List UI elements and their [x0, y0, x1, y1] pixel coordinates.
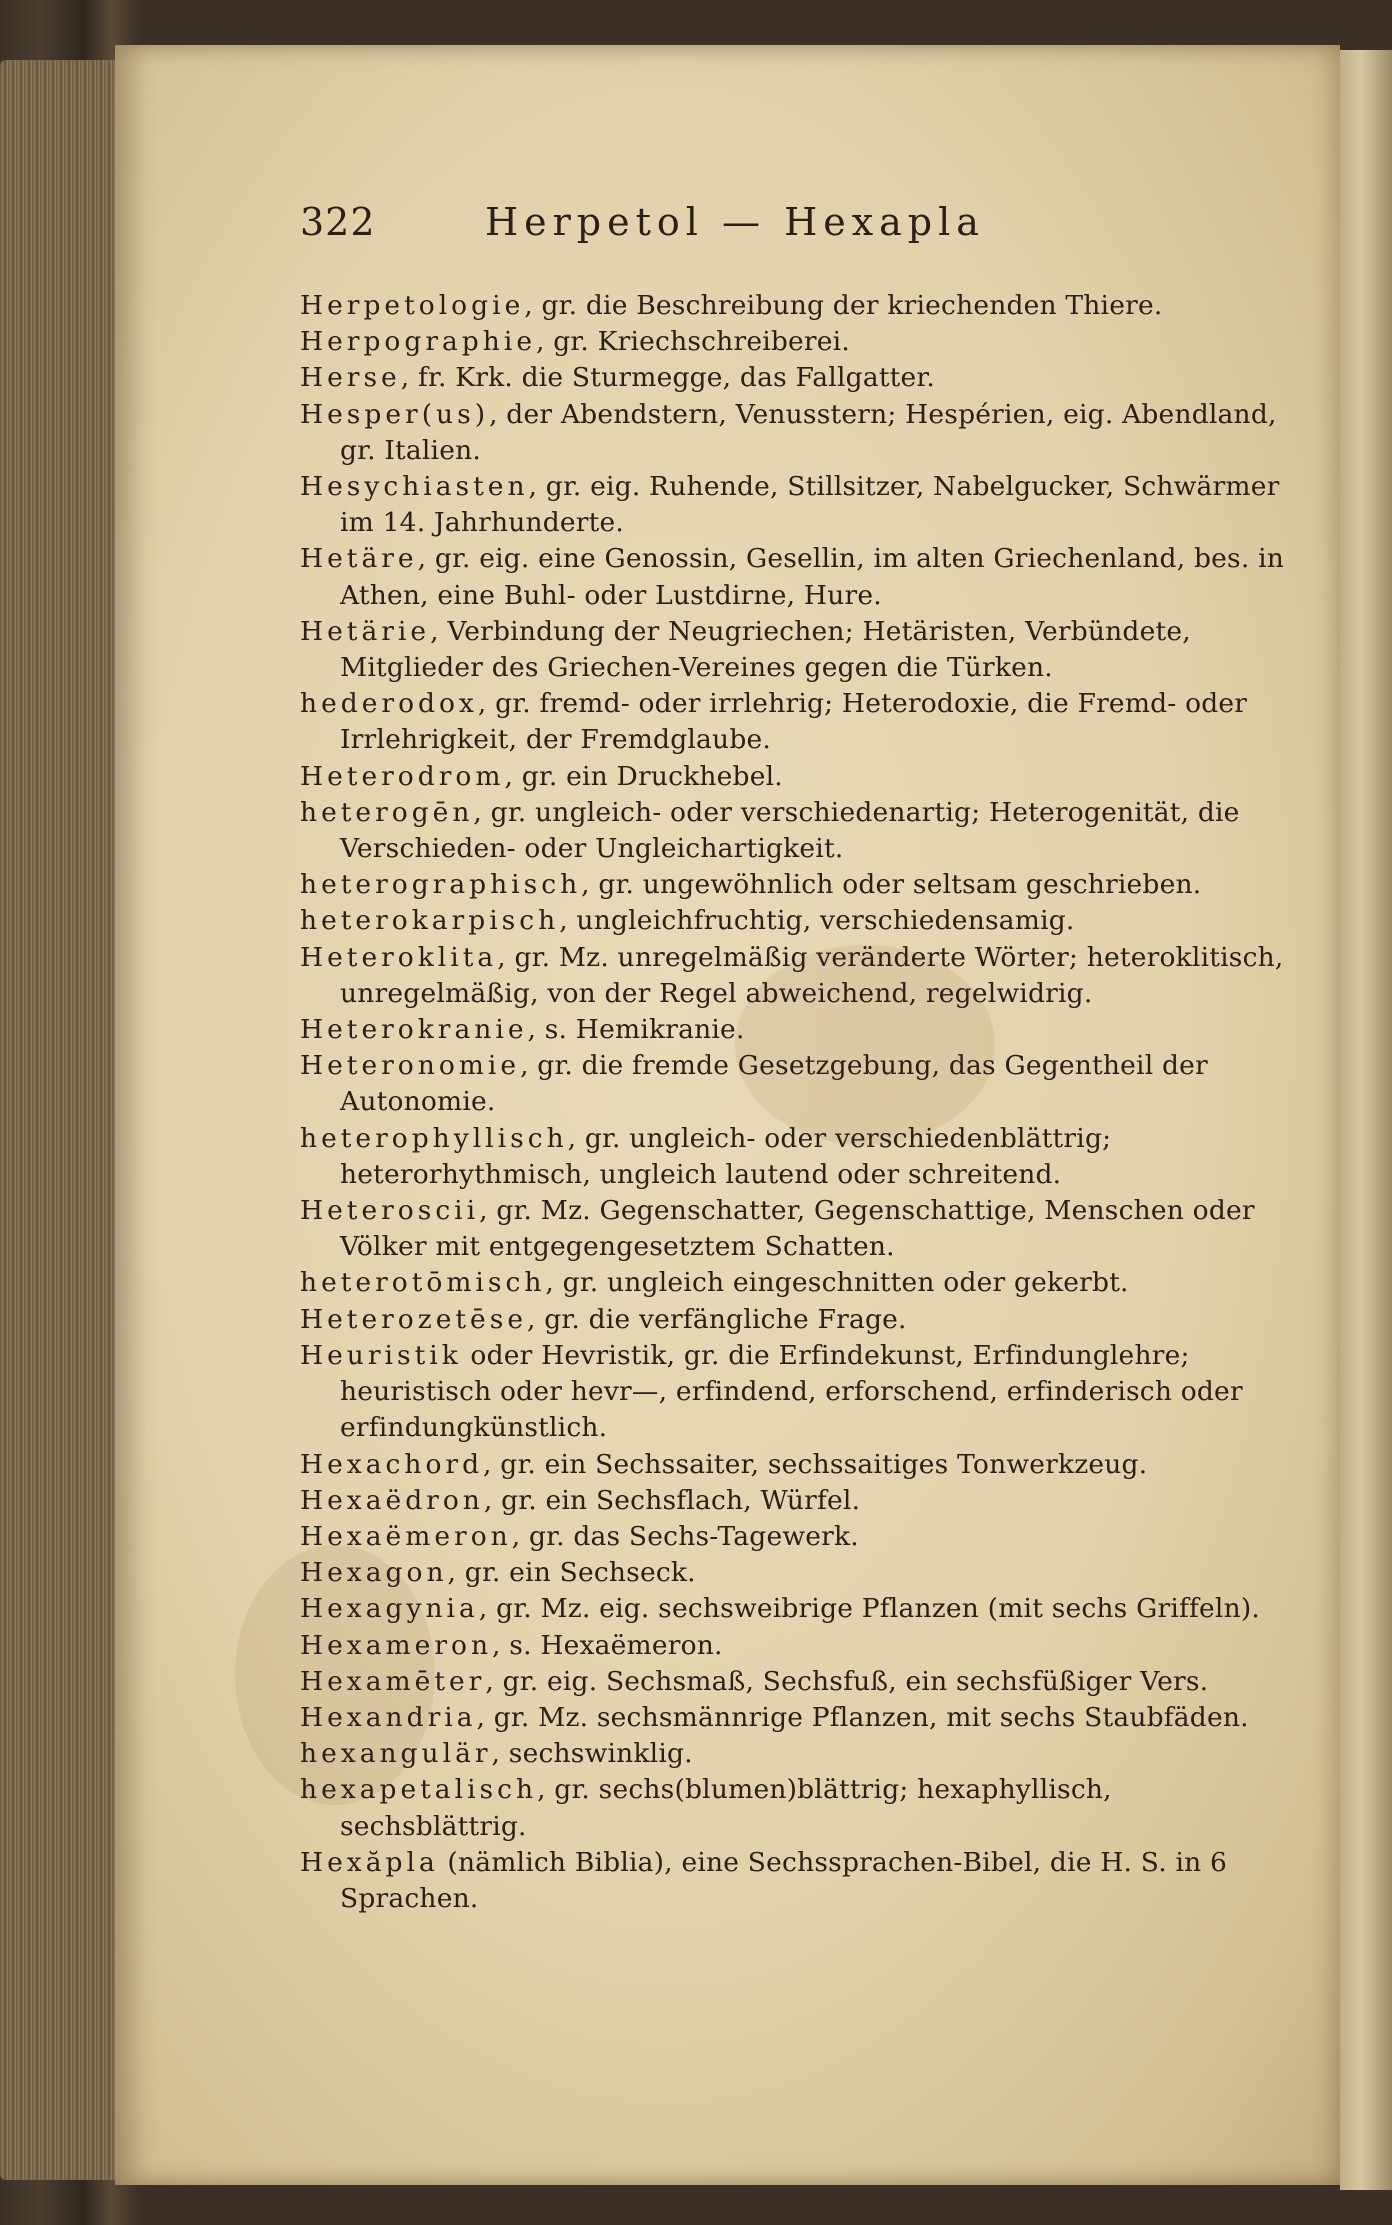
entry-definition: , gr. die fremde Gesetzgebung, das Gegentheil der Autonomie.: [340, 1050, 1208, 1118]
page-number: 322: [300, 200, 376, 244]
entry-definition: , gr. ungleich eingeschnitten oder gekerbt.: [545, 1267, 1129, 1299]
dictionary-entry: [300, 1193, 1290, 1265]
dictionary-entry: [300, 1519, 1290, 1555]
dictionary-entry: [300, 541, 1290, 613]
dictionary-entry: [300, 469, 1290, 541]
entry-definition: , sechswinklig.: [491, 1738, 693, 1770]
entry-headword: Heteroklita: [300, 941, 498, 973]
dictionary-entry: [300, 1772, 1290, 1844]
entry-definition: , gr. ungleich- oder verschiedenblättrig; heterorhythmisch, ungleich lautend oder schreitend.: [340, 1122, 1112, 1190]
entry-definition: , gr. das Sechs-Tagewerk.: [511, 1520, 859, 1552]
entry-definition: , Verbindung der Neugriechen; Hetäristen, Verbündete, Mitglieder des Griechen-Vereines gegen die Türken.: [340, 615, 1191, 684]
entry-headword: heterogēn: [300, 796, 474, 828]
entry-headword: Herpetologie: [300, 290, 525, 321]
entry-headword: Hexameron: [300, 1629, 493, 1661]
entry-definition: , gr. die Beschreibung der kriechenden Thiere.: [524, 290, 1163, 321]
entry-definition: , gr. Mz. eig. sechsweibrige Pflanzen (mit sechs Griffeln).: [478, 1593, 1261, 1625]
entry-definition: , gr. ungewöhnlich oder seltsam geschrieben.: [581, 869, 1202, 901]
entry-headword: Heuristik: [300, 1339, 462, 1371]
dictionary-entry: [300, 1628, 1290, 1664]
dictionary-entry: [300, 1591, 1290, 1627]
entry-headword: Heteroscii: [300, 1195, 480, 1227]
entry-headword: Hexandria: [300, 1701, 477, 1733]
entry-headword: hexangulär: [300, 1738, 492, 1770]
dictionary-entry: [300, 324, 1290, 360]
entry-definition: oder Hevristik, gr. die Erfindekunst, Erfindunglehre; heuristisch oder hevr—, erfindend, erforschend, erfinderisch oder erfindungkünstlich.: [340, 1339, 1243, 1444]
entry-definition: , gr. fremd- oder irrlehrig; Heterodoxie, die Fremd- oder Irrlehrigkeit, der Fremdglaube.: [340, 688, 1248, 756]
entry-definition: , gr. Mz. unregelmäßig veränderte Wörter; heteroklitisch, unregelmäßig, von der Regel abweichend, regelwidrig.: [340, 941, 1284, 1009]
entry-definition: , gr. Mz. sechsmännrige Pflanzen, mit sechs Staubfäden.: [476, 1701, 1249, 1733]
page-header: [300, 200, 1050, 270]
dictionary-entry: [300, 1736, 1290, 1772]
dictionary-entry: [300, 759, 1290, 795]
dictionary-entry: [300, 1447, 1290, 1483]
entry-headword: Hesper(us): [300, 398, 490, 430]
entry-definition: , gr. ein Sechssaiter, sechssaitiges Tonwerkzeug.: [483, 1448, 1148, 1480]
dictionary-entry: [300, 1338, 1290, 1447]
entry-headword: Hetärie: [300, 615, 431, 647]
entry-definition: , s. Hemikranie.: [527, 1014, 745, 1046]
entry-definition: , fr. Krk. die Sturmegge, das Fallgatter.: [400, 362, 935, 394]
entry-headword: Herse: [300, 362, 401, 394]
dictionary-entry: [300, 1121, 1290, 1193]
entry-headword: Hesychiasten: [300, 471, 529, 503]
entry-definition: , gr. ungleich- oder verschiedenartig; Heterogenität, die Verschieden- oder Ungleichartigkeit.: [340, 796, 1240, 865]
entry-definition: , gr. eig. Sechsmaß, Sechsfuß, ein sechsfüßiger Vers.: [485, 1665, 1209, 1697]
dictionary-entry: [300, 1555, 1290, 1591]
dictionary-entry: [300, 360, 1290, 396]
page-content: [300, 200, 1290, 1917]
entry-definition: , gr. ein Druckhebel.: [504, 760, 783, 792]
entry-definition: , gr. Mz. Gegenschatter, Gegenschattige, Menschen oder Völker mit entgegengesetztem Schatten.: [340, 1195, 1255, 1263]
entry-headword: Heterokranie: [300, 1014, 528, 1046]
entry-headword: Hexaëmeron: [300, 1520, 512, 1552]
dictionary-entry: [300, 940, 1290, 1012]
dictionary-entry: [300, 903, 1290, 939]
dictionary-entries: [300, 288, 1290, 1917]
entry-headword: hexapetalisch: [300, 1774, 538, 1806]
dictionary-entry: [300, 397, 1290, 469]
dictionary-entry: [300, 686, 1290, 758]
dictionary-entry: [300, 1302, 1290, 1338]
entry-headword: Hexachord: [300, 1448, 484, 1480]
dictionary-entry: [300, 795, 1290, 867]
entry-headword: Heterozetēse: [300, 1303, 528, 1335]
entry-headword: Heteronomie: [300, 1050, 521, 1082]
entry-headword: Hexamēter: [300, 1665, 486, 1697]
entry-definition: , gr. ein Sechseck.: [447, 1557, 696, 1589]
dictionary-entry: [300, 1012, 1290, 1048]
entry-definition: , gr. ein Sechsflach, Würfel.: [483, 1484, 861, 1516]
entry-headword: heterophyllisch: [300, 1122, 568, 1154]
running-head: Herpetol — Hexapla: [485, 200, 985, 244]
entry-definition: , gr. Kriechschreiberei.: [536, 326, 850, 358]
dictionary-entry: [300, 288, 1290, 324]
entry-headword: Hexagon: [300, 1557, 448, 1589]
entry-headword: heterographisch: [300, 869, 582, 901]
entry-headword: Hexaëdron: [300, 1484, 484, 1516]
entry-headword: Hetäre: [300, 543, 418, 575]
dictionary-entry: [300, 1700, 1290, 1736]
dictionary-entry: [300, 1483, 1290, 1519]
entry-headword: Heterodrom: [300, 760, 505, 792]
entry-definition: , gr. die verfängliche Frage.: [527, 1303, 907, 1335]
entry-headword: Hexagynia: [300, 1593, 479, 1625]
facing-page-edge: [1340, 50, 1392, 2190]
entry-definition: , gr. eig. eine Genossin, Gesellin, im alten Griechenland, bes. in Athen, eine Buhl- oder Lustdirne, Hure.: [340, 543, 1285, 611]
entry-headword: Hexăpla: [300, 1846, 439, 1878]
entry-definition: , s. Hexaëmeron.: [492, 1629, 723, 1661]
dictionary-entry: [300, 867, 1290, 903]
dictionary-entry: [300, 614, 1290, 686]
page-edges: [0, 60, 130, 2180]
entry-definition: , gr. eig. Ruhende, Stillsitzer, Nabelgucker, Schwärmer im 14. Jahrhunderte.: [340, 471, 1280, 539]
entry-headword: Herpographie: [300, 326, 536, 358]
dictionary-entry: [300, 1265, 1290, 1301]
entry-definition: , ungleichfruchtig, verschiedensamig.: [559, 905, 1075, 937]
entry-headword: heterokarpisch: [300, 905, 560, 937]
entry-definition: (nämlich Biblia), eine Sechssprachen-Bibel, die H. S. in 6 Sprachen.: [340, 1846, 1228, 1914]
dictionary-entry: [300, 1664, 1290, 1700]
entry-headword: hederodox: [300, 688, 478, 720]
entry-definition: , der Abendstern, Venusstern; Hespérien, eig. Abendland, gr. Italien.: [340, 398, 1277, 466]
dictionary-entry: [300, 1845, 1290, 1917]
entry-headword: heterotōmisch: [300, 1267, 546, 1299]
dictionary-entry: [300, 1048, 1290, 1120]
entry-definition: , gr. sechs(blumen)blättrig; hexaphyllisch, sechsblättrig.: [340, 1774, 1112, 1842]
